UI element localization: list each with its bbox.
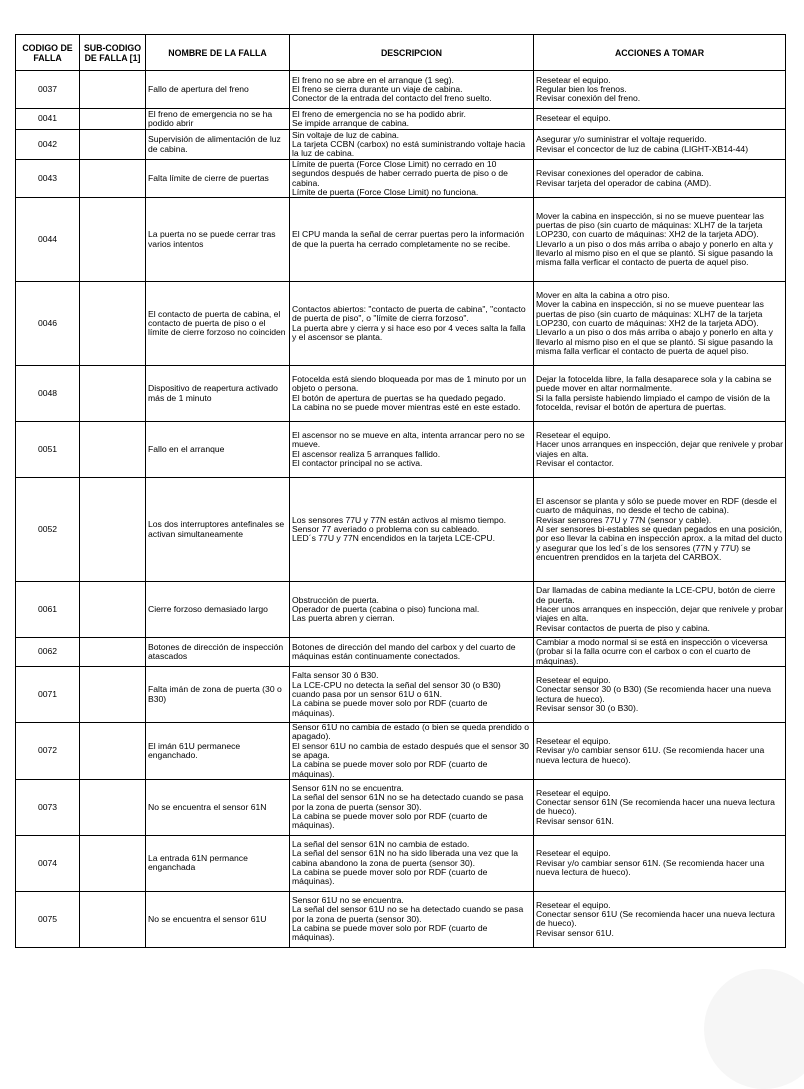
actions-cell <box>534 109 786 130</box>
description-cell <box>290 582 534 638</box>
table-row <box>16 723 786 780</box>
action-line: Resetear el equipo. <box>536 848 611 859</box>
fault-code-cell: 0044 <box>16 198 80 282</box>
action-line: Resetear el equipo. <box>536 74 611 85</box>
table-row <box>16 478 786 582</box>
fault-code-table <box>15 34 786 948</box>
description-line: Operador de puerta (cabina o piso) funciona mal. <box>292 604 480 615</box>
fault-name-cell: El imán 61U permanece enganchado. <box>146 723 290 780</box>
description-line: El freno se cierra durante un viaje de cabina. <box>292 83 463 94</box>
subcode-cell <box>80 130 146 160</box>
fault-code-cell: 0074 <box>16 835 80 891</box>
description-line: Obstrucción de puerta. <box>292 594 379 605</box>
description-line: Contactos abiertos: "contacto de puerta de cabina", "contacto de puerta de piso", o "límite de cierra forzoso". <box>292 304 526 324</box>
description-line: La cabina se puede mover solo por RDF (cuarto de máquinas). <box>292 759 488 779</box>
table-row <box>16 582 786 638</box>
fault-code-cell: 0051 <box>16 422 80 478</box>
description-line: El freno de emergencia no se ha podido abrir. <box>292 108 466 119</box>
action-line: Dar llamadas de cabina mediante la LCE-CPU, botón de cierre de puerta. <box>536 585 776 605</box>
subcode-cell <box>80 835 146 891</box>
subcode-cell <box>80 160 146 198</box>
description-cell <box>290 160 534 198</box>
subcode-cell <box>80 282 146 366</box>
table-row <box>16 835 786 891</box>
fault-name-cell: El freno de emergencia no se ha podido abrir <box>146 109 290 130</box>
description-line: Conector de la entrada del contacto del freno suelto. <box>292 93 492 104</box>
action-line: Si la falla persiste habiendo limpiado el campo de visión de la fotocelda, revisar el botón de apertura de puertas. <box>536 392 771 412</box>
action-line: Conectar sensor 30 (o B30) (Se recomienda hacer una nueva lectura de hueco). <box>536 684 772 704</box>
action-line: Resetear el equipo. <box>536 674 611 685</box>
fault-name-cell: Los dos interruptores antefinales se activan simultaneamente <box>146 478 290 582</box>
fault-name-cell: Supervisión de alimentación de luz de cabina. <box>146 130 290 160</box>
description-line: La puerta abre y cierra y si hace eso por 4 veces salta la falla y el ascensor se planta. <box>292 322 526 342</box>
description-line: Falta sensor 30 ó B30. <box>292 670 379 681</box>
actions-cell <box>534 130 786 160</box>
subcode-cell <box>80 723 146 780</box>
fault-code-cell: 0061 <box>16 582 80 638</box>
description-cell <box>290 478 534 582</box>
actions-cell <box>534 723 786 780</box>
description-cell <box>290 198 534 282</box>
action-line: El ascensor se planta y sólo se puede mover en RDF (desde el cuarto de máquinas, no desde el techo de cabina). <box>536 496 777 516</box>
action-line: Conectar sensor 61N (Se recomienda hacer una nueva lectura de hueco). <box>536 797 775 817</box>
description-line: El ascensor no se mueve en alta, intenta arrancar pero no se mueve. <box>292 430 525 450</box>
action-line: Revisar conexiones del operador de cabina. <box>536 168 704 179</box>
table-row <box>16 109 786 130</box>
description-cell <box>290 71 534 109</box>
fault-name-cell: Fallo en el arranque <box>146 422 290 478</box>
description-line: El freno no se abre en el arranque (1 seg). <box>292 74 454 85</box>
fault-code-cell: 0048 <box>16 366 80 422</box>
action-line: Revisar contactos de puerta de piso y cabina. <box>536 622 710 633</box>
table-row <box>16 130 786 160</box>
description-line: Sensor 61N no se encuentra. <box>292 783 404 794</box>
actions-cell <box>534 891 786 947</box>
description-cell <box>290 282 534 366</box>
fault-name-cell: Falta imán de zona de puerta (30 o B30) <box>146 667 290 723</box>
fault-code-cell: 0042 <box>16 130 80 160</box>
table-row <box>16 779 786 835</box>
action-line: Dejar la fotocelda libre, la falla desaparece sola y la cabina se puede mover en altar normalmente. <box>536 374 772 394</box>
actions-cell <box>534 835 786 891</box>
fault-name-cell: La entrada 61N permance enganchada <box>146 835 290 891</box>
action-line: Mover en alta la cabina a otro piso. <box>536 290 670 301</box>
action-line: Revisar sensores 77U y 77N (sensor y cable). <box>536 514 712 525</box>
table-row <box>16 638 786 667</box>
description-line: Se impide arranque de cabina. <box>292 118 410 128</box>
description-cell <box>290 130 534 160</box>
actions-cell <box>534 366 786 422</box>
subcode-cell <box>80 422 146 478</box>
action-line: Resetear el equipo. <box>536 899 611 910</box>
table-row <box>16 667 786 723</box>
action-line: Al ser sensores bi-estables se quedan pegados en una posición, por eso llevar la cabina en inspección aprox. a la mitad del ducto y asegurar que los led´s de los sensores (77N y 77U) se encuentren prendidos en la tarjeta del CARBOX. <box>536 524 783 562</box>
fault-code-cell: 0046 <box>16 282 80 366</box>
action-line: Revisar y/o cambiar sensor 61U. (Se recomienda hacer una nueva lectura de hueco). <box>536 745 765 765</box>
subcode-cell <box>80 638 146 667</box>
action-line: Conectar sensor 61U (Se recomienda hacer una nueva lectura de hueco). <box>536 909 775 929</box>
subcode-cell <box>80 109 146 130</box>
action-line: Revisar conexión del freno. <box>536 93 641 104</box>
action-line: Resetear el equipo. <box>536 113 611 124</box>
actions-cell <box>534 582 786 638</box>
action-line: Revisar el contactor. <box>536 457 614 468</box>
fault-code-cell: 0041 <box>16 109 80 130</box>
actions-cell <box>534 638 786 667</box>
description-line: Límite de puerta (Force Close Limit) no funciona. <box>292 186 479 197</box>
header-actions: ACCIONES A TOMAR <box>534 35 786 71</box>
description-line: La cabina no se puede mover mientras esté en este estado. <box>292 401 521 412</box>
fault-name-cell: Cierre forzoso demasiado largo <box>146 582 290 638</box>
description-cell <box>290 638 534 667</box>
description-line: Sin voltaje de luz de cabina. <box>292 129 400 140</box>
table-row <box>16 282 786 366</box>
table-row <box>16 71 786 109</box>
header-description: DESCRIPCION <box>290 35 534 71</box>
header-code: CODIGO DE FALLA <box>16 35 80 71</box>
description-cell <box>290 667 534 723</box>
description-line: Sensor 61U no cambia de estado (o bien se queda prendido o apagado). <box>292 722 529 742</box>
fault-code-cell: 0043 <box>16 160 80 198</box>
actions-cell <box>534 422 786 478</box>
fault-name-cell: Botones de dirección de inspección atascados <box>146 638 290 667</box>
description-line: Los sensores 77U y 77N están activos al mismo tiempo. <box>292 514 506 525</box>
fault-code-cell: 0073 <box>16 779 80 835</box>
description-line: LED´s 77U y 77N encendidos en la tarjeta LCE-CPU. <box>292 533 496 544</box>
actions-cell <box>534 282 786 366</box>
description-line: El contactor principal no se activa. <box>292 457 423 468</box>
description-line: Fotocelda está siendo bloqueada por mas de 1 minuto por un objeto o persona. <box>292 374 527 394</box>
fault-code-cell: 0075 <box>16 891 80 947</box>
action-line: Resetear el equipo. <box>536 430 611 441</box>
fault-name-cell: El contacto de puerta de cabina, el contacto de puerta de piso o el límite de cierre forzoso no coinciden <box>146 282 290 366</box>
header-fault-name: NOMBRE DE LA FALLA <box>146 35 290 71</box>
subcode-cell <box>80 779 146 835</box>
description-line: La cabina se puede mover solo por RDF (cuarto de máquinas). <box>292 867 488 887</box>
description-line: La LCE-CPU no detecta la señal del sensor 30 (o B30) cuando pasa por un sensor 61U o 61N. <box>292 679 501 699</box>
description-line: Las puerta abren y cierran. <box>292 613 395 624</box>
table-row <box>16 198 786 282</box>
description-line: Sensor 61U no se encuentra. <box>292 895 404 906</box>
action-line: Revisar y/o cambiar sensor 61N. (Se recomienda hacer una nueva lectura de hueco). <box>536 857 765 877</box>
fault-name-cell: Falta límite de cierre de puertas <box>146 160 290 198</box>
description-cell <box>290 835 534 891</box>
subcode-cell <box>80 71 146 109</box>
actions-cell <box>534 160 786 198</box>
action-line: Resetear el equipo. <box>536 736 611 747</box>
fault-code-cell: 0037 <box>16 71 80 109</box>
action-line: Revisar el concector de luz de cabina (LIGHT-XB14-44) <box>536 143 749 154</box>
fault-code-cell: 0072 <box>16 723 80 780</box>
table-row <box>16 891 786 947</box>
description-line: La señal del sensor 61N no ha sido liberada una vez que la cabina abandono la zona de puerta (sensor 30). <box>292 848 518 868</box>
fault-code-cell: 0071 <box>16 667 80 723</box>
action-line: Cambiar a modo normal si se está en inspección o viceversa (probar si la falla ocurre con el carbox o con el cuarto de máquinas). <box>536 637 768 666</box>
header-row <box>16 35 786 71</box>
fault-name-cell: Dispositivo de reapertura activado más de 1 minuto <box>146 366 290 422</box>
description-line: El sensor 61U no cambia de estado después que el sensor 30 se apaga. <box>292 740 529 760</box>
actions-cell <box>534 779 786 835</box>
table-row <box>16 160 786 198</box>
subcode-cell <box>80 198 146 282</box>
action-line: Revisar sensor 30 (o B30). <box>536 702 639 713</box>
description-cell <box>290 109 534 130</box>
action-line: Mover la cabina en inspección, si no se mueve puentear las puertas de piso (sin cuarto de máquinas: XLH7 de la tarjeta LOP230, con cuarto de máquinas: XH2 de la tarjeta ADO). Llevarlo a un piso o dos más arriba o abajo y ponerlo en alta y llevarlo al mismo piso en el que se plantó. Si sigue pasando la misma falla verficar el contacto de puerta de aquel piso. <box>536 299 773 356</box>
fault-name-cell: No se encuentra el sensor 61N <box>146 779 290 835</box>
description-line: La tarjeta CCBN (carbox) no está suministrando voltaje hacia la luz de cabina. <box>292 138 526 159</box>
table-row <box>16 422 786 478</box>
header-subcode: SUB-CODIGO DE FALLA [1] <box>80 35 146 71</box>
description-line: El botón de apertura de puertas se ha quedado pegado. <box>292 392 506 403</box>
actions-cell <box>534 478 786 582</box>
actions-cell <box>534 71 786 109</box>
description-line: La señal del sensor 61N no se ha detectado cuando se pasa por la zona de puerta (sensor 30). <box>292 792 524 812</box>
action-line: Regular bien los frenos. <box>536 83 627 94</box>
actions-cell <box>534 667 786 723</box>
subcode-cell <box>80 667 146 723</box>
description-cell <box>290 422 534 478</box>
action-line: Mover la cabina en inspección, si no se mueve puentear las puertas de piso (sin cuarto de máquinas: XLH7 de la tarjeta LOP230, con cuarto de máquinas: XH2 de la tarjeta ADO). Llevarlo a un piso o dos más arriba o abajo y ponerlo en alta y llevarlo al mismo piso en el que se plantó. Si sigue pasando la misma falla verficar el contacto de puerta de aquel piso. <box>536 210 773 268</box>
description-cell <box>290 779 534 835</box>
description-line: El CPU manda la señal de cerrar puertas pero la información de que la puerta ha cerrado completamente no se recibe. <box>292 229 525 249</box>
description-line: La cabina se puede mover solo por RDF (cuarto de máquinas). <box>292 923 488 943</box>
subcode-cell <box>80 478 146 582</box>
description-line: Límite de puerta (Force Close Limit) no cerrado en 10 segundos después de haber cerrado puerta de piso o de cabina. <box>292 159 508 188</box>
description-line: La cabina se puede mover solo por RDF (cuarto de máquinas). <box>292 811 488 831</box>
fault-code-cell: 0062 <box>16 638 80 667</box>
action-line: Hacer unos arranques en inspección, dejar que renivele y probar viajes en alta. <box>536 439 783 459</box>
fault-name-cell: No se encuentra el sensor 61U <box>146 891 290 947</box>
action-line: Revisar sensor 61U. <box>536 927 614 938</box>
description-cell <box>290 891 534 947</box>
description-cell <box>290 723 534 780</box>
table-row <box>16 366 786 422</box>
description-line: Botones de dirección del mando del carbox y del cuarto de máquinas están continuamente conectados. <box>292 641 516 662</box>
fault-name-cell: Fallo de apertura del freno <box>146 71 290 109</box>
subcode-cell <box>80 366 146 422</box>
action-line: Revisar tarjeta del operador de cabina (AMD). <box>536 177 712 188</box>
action-line: Resetear el equipo. <box>536 787 611 798</box>
description-cell <box>290 366 534 422</box>
description-line: El ascensor realiza 5 arranques fallido. <box>292 448 441 459</box>
description-line: La señal del sensor 61U no se ha detectado cuando se pasa por la zona de puerta (sensor 30). <box>292 904 524 924</box>
action-line: Hacer unos arranques en inspección, dejar que renivele y probar viajes en alta. <box>536 604 783 624</box>
subcode-cell <box>80 582 146 638</box>
subcode-cell <box>80 891 146 947</box>
description-line: La señal del sensor 61N no cambia de estado. <box>292 839 470 850</box>
description-line: Sensor 77 averiado o problema con su cableado. <box>292 524 480 535</box>
fault-name-cell: La puerta no se puede cerrar tras varios intentos <box>146 198 290 282</box>
action-line: Revisar sensor 61N. <box>536 815 614 826</box>
page-watermark <box>704 969 804 1089</box>
action-line: Asegurar y/o suministrar el voltaje requerido. <box>536 134 707 145</box>
description-line: La cabina se puede mover solo por RDF (cuarto de máquinas). <box>292 698 488 718</box>
fault-code-cell: 0052 <box>16 478 80 582</box>
actions-cell <box>534 198 786 282</box>
